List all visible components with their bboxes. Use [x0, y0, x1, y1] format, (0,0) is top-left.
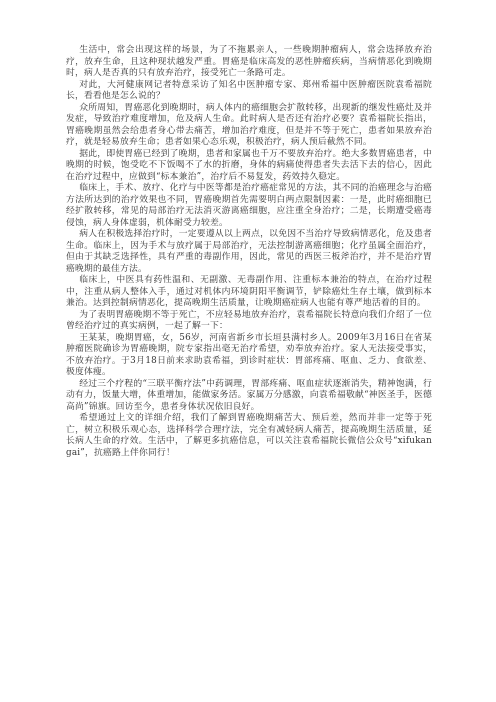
- paragraph: 经过三个疗程的“三联平衡疗法”中药调理，胃部疼痛、呕血症状逐渐消失，精神饱满，行动有力，饭量大增，体重增加，能做家务活。家属万分感激，向袁希福敬献“神医圣手，医德高尚”锦旗。回访至今，患者身体状况依旧良好。: [66, 378, 432, 412]
- paragraph: 生活中，常会出现这样的场景，为了不拖累亲人，一些晚期肿瘤病人，常会选择放弃治疗，放弃生命，且这种现状越发严重。胃癌是临床高发的恶性肿瘤疾病，当病情恶化到晚期时，病人是否真的只有放弃治疗，接受死亡一条路可走。: [66, 45, 432, 78]
- closing-paragraph: 希望通过上文的详细介绍，我们了解到胃癌晚期痛苦大、预后差，然而并非一定等于死亡，树立积极乐观心态，选择科学合理疗法，完全有减轻病人痛苦，提高晚期生活质量，延长病人生命的疗效。生活中，了解更多抗癌信息，可以关注袁希福院长微信公众号“xifukangai”，抗癌路上伴你同行！: [66, 413, 432, 458]
- article-body: [66, 45, 432, 459]
- paragraph: 众所周知，胃癌恶化到晚期时，病人体内的癌细胞会扩散转移，出现新的继发性癌灶及并发症，导致治疗难度增加，危及病人生命。此时病人是否还有治疗必要？袁希福院长指出，胃癌晚期虽然会给患者身心带去痛苦，增加治疗难度，但是并不等于死亡，患者如果放弃治疗，就是轻易放弃生命；患者如果心态乐观，积极治疗，病人预后截然不同。: [66, 102, 432, 147]
- paragraph: 为了表明胃癌晚期不等于死亡，不应轻易地放弃治疗，袁希福院长特意向我们介绍了一位曾经治疗过的真实病例，一起了解一下：: [66, 309, 432, 331]
- paragraph: 临床上，中医具有药性温和、无副激、无毒副作用、注重标本兼治的特点，在治疗过程中，注重从病人整体入手，通过对机体内环境阴阳平衡调节，铲除癌灶生存土壤，做到标本兼治。达到控制病情恶化，提高晚期生活质量，让晚期癌症病人也能有尊严地活着的目的。: [66, 275, 432, 308]
- paragraph: 病人在积极选择治疗时，一定要遵从以上两点，以免因不当治疗导致病情恶化，危及患者生命。临床上，因为手术与放疗属于局部治疗，无法控制游离癌细胞；化疗虽属全面治疗，但由于其缺乏选择性，具有严重的毒副作用，因此，常见的西医三板斧治疗，并不是治疗胃癌晚期的最佳方法。: [66, 229, 432, 274]
- paragraph: 临床上，手术、放疗、化疗与中医等都是治疗癌症常见的方法，其不同的治癌理念与治癌方法所达到的治疗效果也不同，胃癌晚期首先需要明白两点限制因素：一是，此时癌细胞已经扩散转移，常见的局部治疗无法消灭游离癌细胞，应注重全身治疗；二是，长期遭受癌毒侵蚀，病人身体虚弱，机体耐受力较差。: [66, 183, 432, 228]
- paragraph: 对此，大河健康网记者特意采访了知名中医肿瘤专家、郑州希福中医肿瘤医院袁希福院长，看看他是怎么说的？: [66, 79, 432, 101]
- paragraph: 据此，即使胃癌已经到了晚期，患者和家属也千万不要放弃治疗。绝大多数胃癌患者，中晚期的时候，饱受吃不下饭喝不了水的折磨，身体的病痛使得患者失去活下去的信心，因此在治疗过程中，应做到“标本兼治”，治疗后不易复发，药效持久稳定。: [66, 148, 432, 182]
- case-report-paragraph: 王某某，晚期胃癌，女，56岁，河南省新乡市长垣县满村乡人。2009年3月16日在省某肿瘤医院确诊为胃癌晚期，院专家指出毫无治疗希望，劝奉放弃治疗。家人无法接受事实，不放弃治疗。于3月18日前来求助袁希福，到诊时症状：胃部疼痛、呕血、乏力、食欲差、极度体瘦。: [66, 332, 432, 377]
